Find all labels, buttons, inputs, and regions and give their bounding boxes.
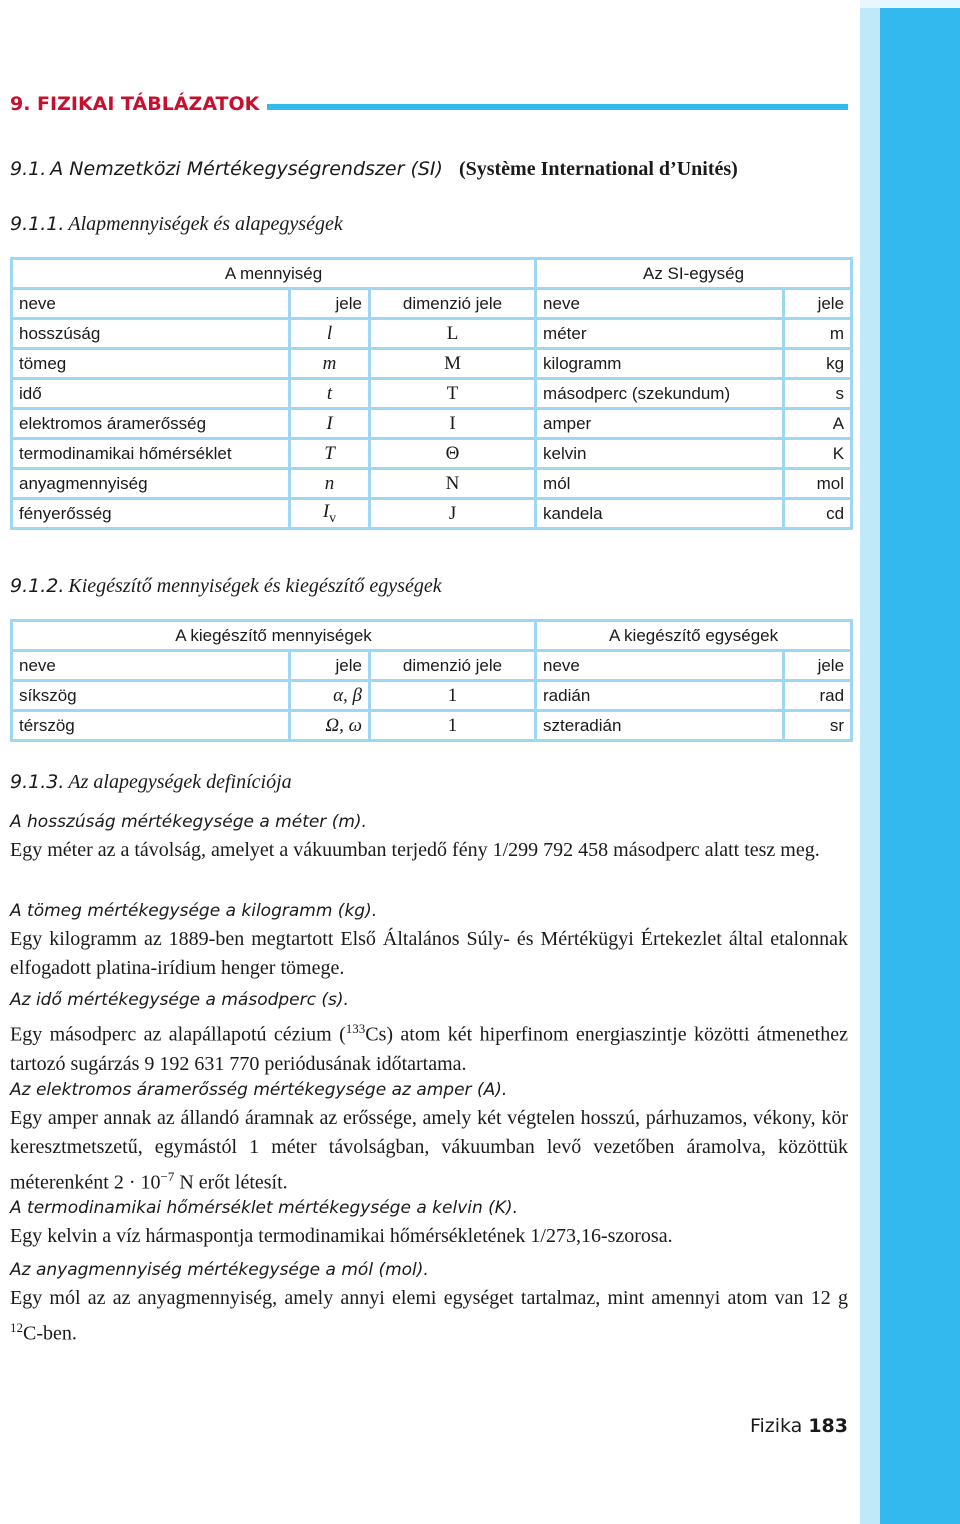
current-exponent: −7 — [160, 1169, 175, 1184]
unit-name: kandela — [536, 499, 784, 529]
table-row — [12, 681, 852, 711]
time-text-a: Egy másodperc az alapállapotú cézium ( — [10, 1023, 346, 1046]
section-original-name: (Système International d’Unités) — [458, 158, 738, 180]
col-dimension: dimenzió jele — [370, 651, 536, 681]
mass-definition-title: A tömeg mértékegysége a kilogramm (kg). — [10, 901, 378, 921]
temperature-definition-title: A termodinamikai hőmérséklet mértékegysége a kelvin (K). — [10, 1198, 518, 1218]
current-definition-text — [10, 1104, 848, 1198]
dimension-symbol: 1 — [370, 711, 536, 741]
unit-name: amper — [536, 409, 784, 439]
quantity-name: idő — [12, 379, 290, 409]
page-edge-band-light — [860, 8, 880, 1524]
group-unit: A kiegészítő egységek — [536, 621, 852, 651]
group-unit: Az SI-egység — [536, 259, 852, 289]
quantity-name: fényerősség — [12, 499, 290, 529]
col-unit-name: neve — [536, 289, 784, 319]
unit-name: radián — [536, 681, 784, 711]
unit-name: kilogramm — [536, 349, 784, 379]
base-heading — [10, 213, 343, 236]
dimension-symbol: L — [370, 319, 536, 349]
unit-symbol: rad — [784, 681, 852, 711]
table-row — [12, 439, 852, 469]
length-definition-text: Egy méter az a távolság, amelyet a vákuumban terjedő fény 1/299 792 458 másodperc alatt tesz meg. — [10, 839, 820, 861]
temperature-definition-text: Egy kelvin a víz hármaspontja termodinamikai hőmérsékletének 1/273,16-szorosa. — [10, 1225, 673, 1247]
dimension-symbol: N — [370, 469, 536, 499]
quantity-symbol: t — [290, 379, 370, 409]
dimension-symbol: Θ — [370, 439, 536, 469]
supplementary-units-table — [10, 619, 853, 742]
quantity-symbol: m — [290, 349, 370, 379]
table-row — [12, 499, 852, 529]
quantity-name: tömeg — [12, 349, 290, 379]
chapter-title: 9. FIZIKAI TÁBLÁZATOK — [10, 93, 260, 115]
time-text-b: Cs) atom két hiperfinom energiaszintje közötti átmenethez tartozó sugárzás 9 192 631 770 periódusának időtartama. — [10, 1023, 848, 1075]
quantity-symbol: I — [290, 409, 370, 439]
quantity-symbol: Ω, ω — [290, 711, 370, 741]
dimension-symbol: 1 — [370, 681, 536, 711]
table-group-header — [12, 259, 852, 289]
base-number: 9.1.1. — [10, 213, 65, 235]
quantity-name: elektromos áramerősség — [12, 409, 290, 439]
col-dimension: dimenzió jele — [370, 289, 536, 319]
dimension-symbol: I — [370, 409, 536, 439]
quantity-symbol — [290, 499, 370, 529]
unit-symbol: K — [784, 439, 852, 469]
quantity-name: anyagmennyiség — [12, 469, 290, 499]
symbol-subscript: v — [329, 510, 337, 526]
unit-symbol: sr — [784, 711, 852, 741]
unit-name: méter — [536, 319, 784, 349]
page-edge-band-dark — [880, 8, 960, 1524]
col-unit-symbol: jele — [784, 289, 852, 319]
base-title: Alapmennyiségek és alapegységek — [68, 213, 343, 235]
unit-symbol: mol — [784, 469, 852, 499]
unit-symbol: m — [784, 319, 852, 349]
unit-name: szteradián — [536, 711, 784, 741]
col-symbol: jele — [290, 289, 370, 319]
col-name: neve — [12, 651, 290, 681]
definitions-title: Az alapegységek definíciója — [68, 771, 292, 793]
amount-definition-title: Az anyagmennyiség mértékegysége a mól (mol). — [10, 1260, 429, 1280]
col-symbol: jele — [290, 651, 370, 681]
table-group-header — [12, 621, 852, 651]
table-row — [12, 409, 852, 439]
amount-text-b: C-ben. — [23, 1322, 77, 1345]
chapter-heading — [10, 88, 848, 116]
cesium-isotope: 133 — [345, 1021, 366, 1036]
carbon-isotope: 12 — [10, 1320, 23, 1335]
col-name: neve — [12, 289, 290, 319]
section-number: 9.1. — [10, 158, 47, 180]
table-row — [12, 469, 852, 499]
page-number: 183 — [808, 1415, 848, 1437]
unit-name: mól — [536, 469, 784, 499]
definitions-heading — [10, 771, 292, 794]
supplementary-heading — [10, 575, 442, 598]
quantity-name: térszög — [12, 711, 290, 741]
col-unit-symbol: jele — [784, 651, 852, 681]
section-title: A Nemzetközi Mértékegységrendszer (SI) — [50, 158, 443, 180]
amount-text-a: Egy mól az az anyagmennyiség, amely annyi elemi egységet tartalmaz, mint amennyi atom van 12 g — [10, 1287, 848, 1309]
group-quantity: A mennyiség — [12, 259, 536, 289]
amount-definition-text — [10, 1284, 848, 1349]
quantity-symbol: n — [290, 469, 370, 499]
definitions-number: 9.1.3. — [10, 771, 65, 793]
current-text-b: N erőt létesít. — [174, 1171, 288, 1194]
quantity-symbol: α, β — [290, 681, 370, 711]
quantity-name: termodinamikai hőmérséklet — [12, 439, 290, 469]
unit-symbol: A — [784, 409, 852, 439]
dimension-symbol: M — [370, 349, 536, 379]
footer-label: Fizika — [749, 1415, 803, 1437]
supplementary-title: Kiegészítő mennyiségek és kiegészítő egységek — [68, 575, 442, 597]
group-quantity: A kiegészítő mennyiségek — [12, 621, 536, 651]
page-edge-tab — [860, 0, 960, 8]
table-column-header — [12, 289, 852, 319]
table-column-header — [12, 651, 852, 681]
length-definition-title: A hosszúság mértékegysége a méter (m). — [10, 812, 367, 832]
supplementary-number: 9.1.2. — [10, 575, 65, 597]
unit-symbol: cd — [784, 499, 852, 529]
table-row — [12, 319, 852, 349]
quantity-name: síkszög — [12, 681, 290, 711]
dimension-symbol: T — [370, 379, 536, 409]
time-definition-text — [10, 1014, 848, 1079]
quantity-name: hosszúság — [12, 319, 290, 349]
unit-symbol: s — [784, 379, 852, 409]
table-row — [12, 349, 852, 379]
unit-name: másodperc (szekundum) — [536, 379, 784, 409]
chapter-rule — [267, 104, 848, 110]
current-text-a: Egy amper annak az állandó áramnak az erőssége, amely két végtelen hosszú, párhuzamos, vékony, kör keresztmetszetű, egymástól 1 méter távolságban, vákuumban levő vezetőben áramolva, közöttük méterenként 2 · 10 — [10, 1107, 848, 1194]
current-definition-title: Az elektromos áramerősség mértékegysége az amper (A). — [10, 1080, 508, 1100]
unit-symbol: kg — [784, 349, 852, 379]
table-row — [12, 379, 852, 409]
quantity-symbol: T — [290, 439, 370, 469]
mass-definition-text: Egy kilogramm az 1889-ben megtartott Első Általános Súly- és Mértékügyi Értekezlet által etalonnak elfogadott platina-irídium henger tömege. — [10, 928, 848, 979]
section-heading — [10, 158, 738, 181]
dimension-symbol: J — [370, 499, 536, 529]
time-definition-title: Az idő mértékegysége a másodperc (s). — [10, 990, 349, 1010]
page-footer — [750, 1415, 848, 1437]
symbol-main: I — [322, 500, 330, 522]
table-row — [12, 711, 852, 741]
unit-name: kelvin — [536, 439, 784, 469]
base-units-table — [10, 257, 853, 530]
col-unit-name: neve — [536, 651, 784, 681]
quantity-symbol: l — [290, 319, 370, 349]
